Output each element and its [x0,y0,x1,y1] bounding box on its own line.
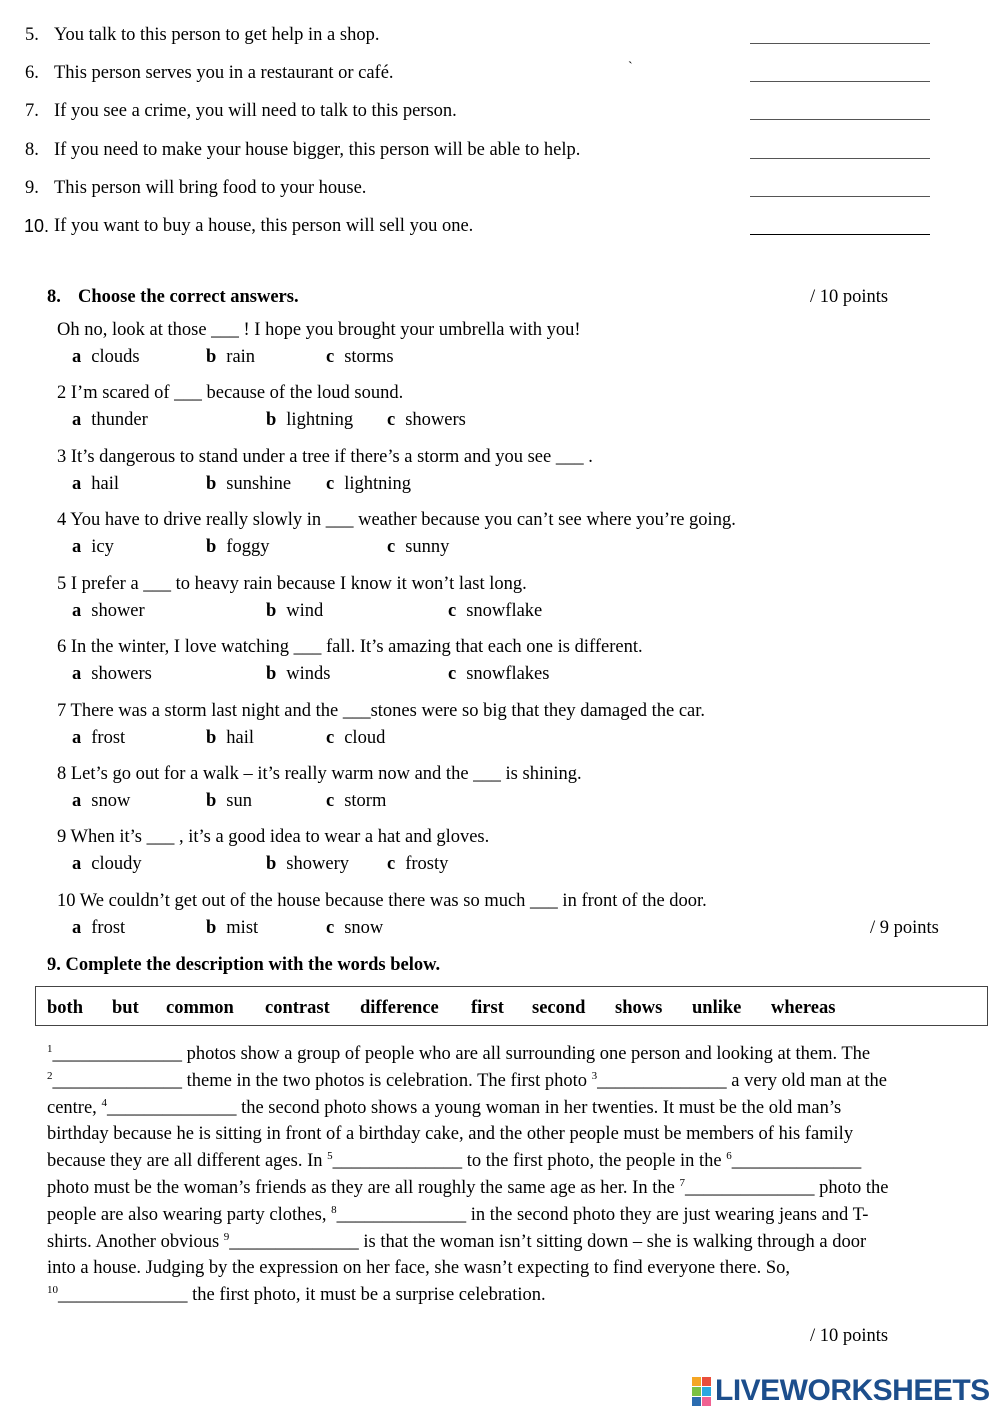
word-bank-item: second [532,998,586,1018]
option-letter: b [266,601,277,621]
part9-points: / 10 points [810,1326,889,1346]
item-number: 10. [24,216,50,236]
item-number: 8. [25,140,39,160]
item-text: If you need to make your house bigger, this person will be able to help. [54,140,581,160]
paragraph-text: shirts. Another obvious [47,1231,224,1252]
paragraph-line [47,1229,977,1256]
logo-square [702,1397,711,1406]
option-c[interactable] [448,664,549,685]
answer-blank[interactable] [750,158,930,159]
gap-number: 2 [47,1069,53,1082]
paragraph-text: ______________ in the second photo they are just wearing jeans and T- [336,1204,869,1225]
paragraph-text: people are also wearing party clothes, [47,1204,332,1225]
item-text: If you want to buy a house, this person will sell you one. [54,216,474,236]
option-text: hail [226,728,255,748]
option-text: lightning [286,410,354,430]
option-text: showers [91,664,152,684]
paragraph-line [47,1202,977,1229]
option-letter: a [72,537,82,557]
option-c[interactable] [387,410,466,431]
option-a[interactable] [72,537,114,558]
option-c[interactable] [387,537,449,558]
option-a[interactable] [72,854,142,875]
question-stem: 6 In the winter, I love watching ___ fall. It’s amazing that each one is different. [57,637,643,657]
gap-number: 9 [223,1230,230,1243]
option-letter: c [326,474,335,494]
option-text: sunshine [226,474,292,494]
part8-points: / 10 points [810,287,889,307]
item-text: This person serves you in a restaurant or café. [54,63,394,83]
option-text: wind [286,601,324,621]
paragraph-line [47,1041,977,1068]
word-bank [35,986,988,1026]
option-letter: c [387,854,396,874]
option-c[interactable] [326,728,385,749]
question-stem: 9 When it’s ___ , it’s a good idea to wear a hat and gloves. [57,827,490,847]
option-text: shower [91,601,145,621]
word-bank-item: shows [615,998,663,1018]
option-letter: a [72,474,82,494]
paragraph-line [47,1095,977,1122]
word-bank-item: but [112,998,139,1018]
option-letter: a [72,410,82,430]
option-b[interactable] [266,664,331,685]
word-bank-item: unlike [692,998,742,1018]
option-letter: a [72,601,82,621]
option-text: sun [226,791,252,811]
option-a[interactable] [72,791,130,812]
option-text: snowflake [466,601,543,621]
option-letter: a [72,664,82,684]
logo-square [702,1387,711,1396]
paragraph-text: ______________ the first photo, it must be a surprise celebration. [58,1285,546,1306]
part7-item-10 [25,216,935,238]
option-a[interactable] [72,664,152,685]
option-text: cloudy [91,854,142,874]
option-b[interactable] [206,918,258,939]
paragraph-line [47,1175,977,1202]
answer-blank[interactable] [750,196,930,197]
option-letter: b [206,537,217,557]
option-a[interactable] [72,410,148,431]
option-letter: c [326,791,335,811]
option-b[interactable] [206,537,269,558]
logo-text: LIVEWORKSHEETS [715,1374,990,1407]
paragraph-line [47,1282,977,1309]
option-letter: c [387,410,396,430]
option-text: thunder [91,410,148,430]
option-text: lightning [344,474,412,494]
logo-square [692,1397,701,1406]
option-text: frosty [405,854,449,874]
paragraph-text: ______________ is that the woman isn’t sitting down – she is walking through a door [229,1231,867,1252]
option-letter: a [72,791,82,811]
gap-number: 4 [101,1096,107,1109]
paragraph-line [47,1255,977,1282]
option-text: mist [226,918,259,938]
option-letter: a [72,918,82,938]
paragraph-line [47,1121,977,1148]
option-text: hail [91,474,119,494]
logo-square [692,1387,701,1396]
option-letter: c [326,728,335,748]
gap-number: 7 [679,1176,685,1189]
question-stem: 4 You have to drive really slowly in ___ weather because you can’t see where you’re going. [57,510,736,530]
word-bank-item: whereas [771,998,836,1018]
gap-number: 5 [327,1150,333,1163]
option-text: sunny [405,537,450,557]
option-a[interactable] [72,601,145,622]
option-a[interactable] [72,474,119,495]
paragraph-text: ______________ to the first photo, the people in the [332,1151,727,1172]
option-b[interactable] [206,347,255,368]
option-letter: b [206,918,217,938]
item-text: You talk to this person to get help in a shop. [54,25,380,45]
option-letter: a [72,854,82,874]
option-b[interactable] [266,410,353,431]
option-letter: b [206,347,217,367]
option-c[interactable] [326,474,411,495]
word-bank-item: first [471,998,504,1018]
question-stem: 5 I prefer a ___ to heavy rain because I know it won’t last long. [57,574,527,594]
gap-number: 10 [47,1284,58,1297]
option-letter: b [206,474,217,494]
paragraph-text: photo must be the woman’s friends as they are all roughly the same age as her. In the [47,1177,680,1198]
option-c[interactable] [387,854,448,875]
paragraph-text: because they are all different ages. In [47,1151,328,1172]
gap-number: 1 [47,1043,53,1055]
paragraph-text: into a house. Judging by the expression on her face, she wasn’t expecting to find everyone there. So, [47,1258,791,1279]
option-text: rain [226,347,256,367]
option-text: snowflakes [466,664,550,684]
description-paragraph [47,1041,977,1309]
logo-square [702,1377,711,1386]
paragraph-text: ______________ [731,1151,862,1172]
word-bank-item: difference [360,998,439,1018]
paragraph-text: ______________ a very old man at the [597,1070,887,1091]
option-letter: c [326,347,335,367]
option-letter: c [387,537,396,557]
liveworksheets-logo [692,1374,990,1408]
option-c[interactable] [448,601,542,622]
option-text: showery [286,854,349,874]
paragraph-text: ______________ photos show a group of people who are all surrounding one person and looking at them. The [52,1044,871,1064]
option-letter: c [448,664,457,684]
question-stem: 2 I’m scared of ___ because of the loud sound. [57,383,404,403]
item-text: If you see a crime, you will need to talk to this person. [54,101,457,121]
option-letter: b [266,664,277,684]
item-number: 7. [25,101,39,121]
stray-mark: ` [628,60,633,75]
paragraph-text: ______________ the second photo shows a young woman in her twenties. It must be the old man’s [106,1097,842,1118]
answer-blank[interactable] [750,119,930,120]
gap-number: 6 [726,1150,732,1163]
item-number: 9. [25,178,39,198]
option-a[interactable] [72,728,125,749]
option-text: storms [344,347,394,367]
gap-number: 3 [591,1069,598,1082]
option-a[interactable] [72,347,140,368]
paragraph-line [47,1148,977,1175]
option-letter: b [206,728,217,748]
part7-item-7 [25,101,935,123]
option-b[interactable] [206,791,252,812]
option-letter: c [448,601,457,621]
option-b[interactable] [266,854,349,875]
option-text: frost [91,918,126,938]
option-letter: a [72,347,82,367]
option-letter: a [72,728,82,748]
part8-heading: Choose the correct answers. [78,287,299,307]
option-a[interactable] [72,918,125,939]
option-text: frost [91,728,126,748]
option-text: snow [91,791,131,811]
question-stem: 3 It’s dangerous to stand under a tree if there’s a storm and you see ___ . [57,447,593,467]
option-text: showers [405,410,466,430]
answer-blank[interactable] [750,81,930,82]
option-letter: b [266,410,277,430]
gap-number: 8 [331,1203,337,1216]
option-b[interactable] [206,474,291,495]
paragraph-text: ______________ theme in the two photos is celebration. The first photo [52,1070,592,1091]
option-letter: b [206,791,217,811]
part7-item-6 [25,63,935,85]
question-stem: 7 There was a storm last night and the ___stones were so big that they damaged the car. [57,701,706,721]
part7-item-5 [25,25,935,47]
part7-item-8 [25,140,935,162]
option-text: foggy [226,537,270,557]
paragraph-line [47,1068,977,1095]
word-bank-item: common [166,998,234,1018]
part8-points-end: / 9 points [870,918,939,938]
paragraph-text: birthday because he is sitting in front of a birthday cake, and the other people must be members of his family [47,1124,854,1145]
part9-heading: 9. Complete the description with the words below. [47,955,441,975]
option-text: storm [344,791,387,811]
item-text: This person will bring food to your house. [54,178,367,198]
item-number: 5. [25,25,39,45]
option-b[interactable] [206,728,254,749]
option-text: icy [91,537,114,557]
option-text: cloud [344,728,386,748]
item-number: 6. [25,63,39,83]
option-letter: c [326,918,335,938]
question-stem: 10 We couldn’t get out of the house because there was so much ___ in front of the door. [57,891,707,911]
question-stem: 8 Let’s go out for a walk – it’s really warm now and the ___ is shining. [57,764,582,784]
part7-item-9 [25,178,935,200]
logo-square [692,1377,701,1386]
answer-blank[interactable] [750,43,930,44]
option-c[interactable] [326,918,383,939]
option-text: snow [344,918,384,938]
question-stem: Oh no, look at those ___ ! I hope you brought your umbrella with you! [57,320,581,340]
option-c[interactable] [326,791,386,812]
option-letter: b [266,854,277,874]
option-text: winds [286,664,331,684]
option-b[interactable] [266,601,323,622]
word-bank-item: contrast [265,998,330,1018]
paragraph-text: centre, [47,1097,102,1118]
word-bank-item: both [47,998,83,1018]
option-text: clouds [91,347,140,367]
part8-heading-number: 8. [47,287,61,307]
logo-mark-icon [692,1377,711,1406]
answer-blank[interactable] [750,234,930,235]
paragraph-text: ______________ photo the [684,1177,889,1198]
option-c[interactable] [326,347,394,368]
